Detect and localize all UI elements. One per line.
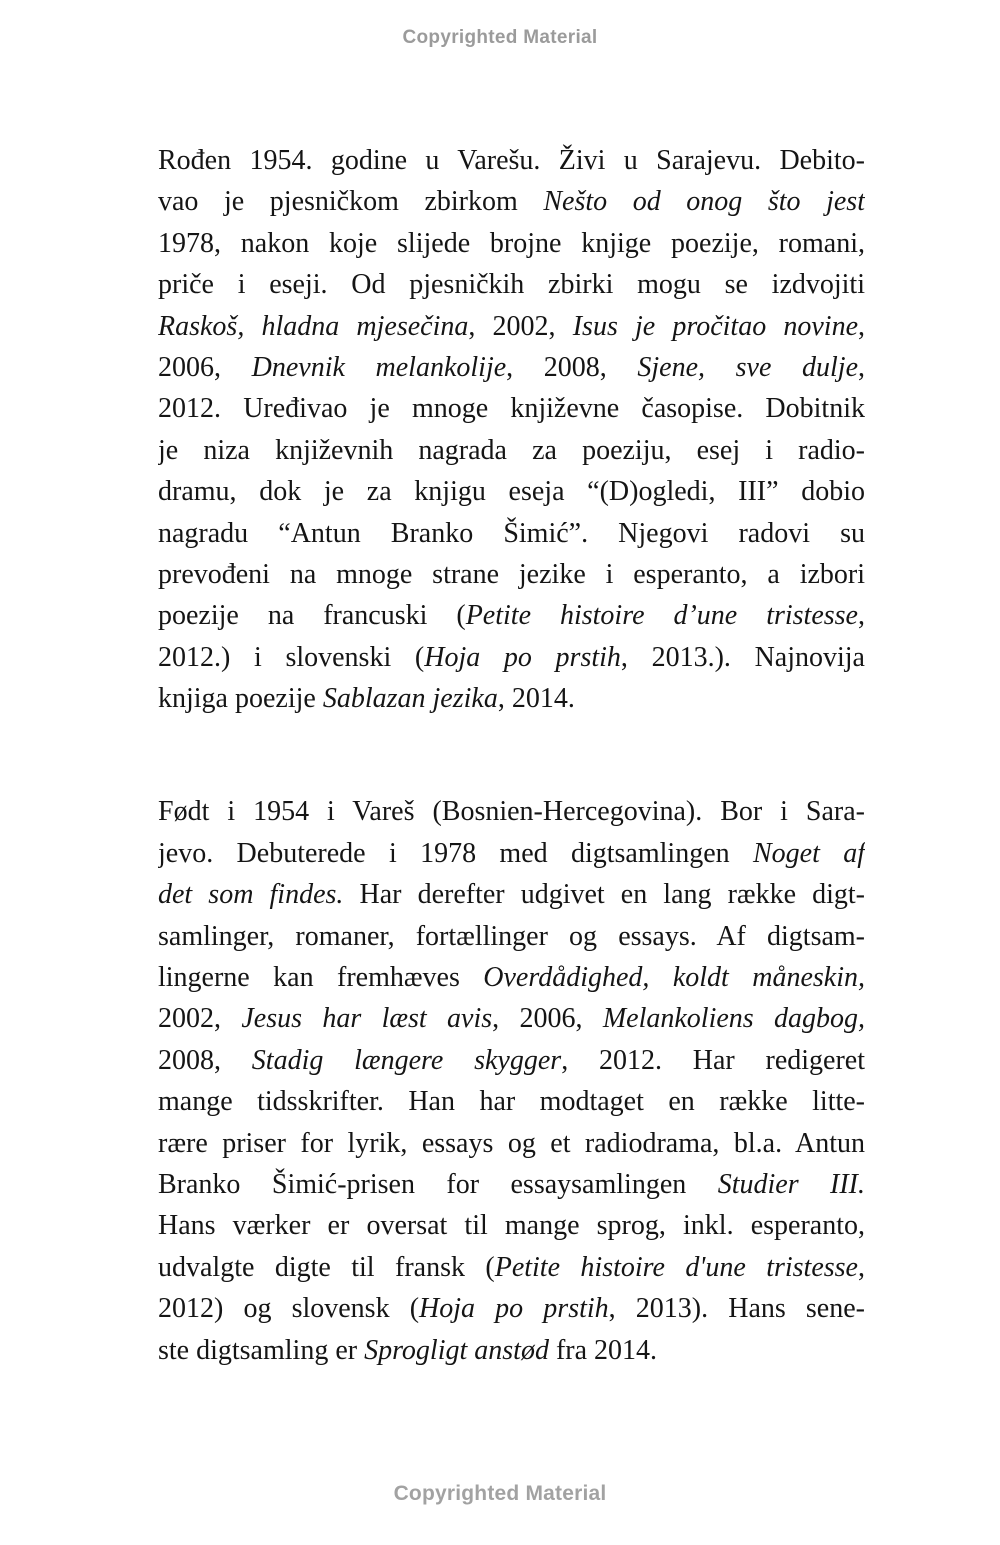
text-line	[158, 264, 865, 305]
text-segment: , 2014.	[497, 683, 575, 715]
bio-paragraph-bosnian	[158, 140, 865, 719]
bio-paragraph-danish	[158, 791, 865, 1370]
text-line	[158, 1081, 865, 1122]
text-segment: jevo. Debuterede i 1978 med digtsamlingen	[158, 837, 753, 869]
text-line	[158, 1205, 865, 1246]
text-segment: samlinger, romaner, fortællinger og essays. Af digtsam-	[158, 920, 865, 952]
text-line	[158, 1123, 865, 1164]
text-segment: poezije na francuski (	[158, 600, 466, 632]
text-line	[158, 471, 865, 512]
book-title-italic: Raskoš, hladna mjesečina	[158, 310, 469, 342]
text-segment: 1978, nakon koje slijede brojne knjige poezije, romani,	[158, 227, 865, 259]
book-title-italic: Sprogligt anstød	[364, 1334, 549, 1366]
text-line	[158, 513, 865, 554]
text-segment: ,	[857, 600, 865, 632]
text-segment: , 2006,	[492, 1003, 603, 1035]
text-segment: je niza književnih nagrada za poeziju, esej i radio-	[158, 434, 865, 466]
text-segment: , 2013). Hans sene-	[608, 1293, 865, 1325]
book-title-italic: Nešto od onog što jest	[543, 186, 865, 218]
book-title-italic: Studier III.	[717, 1168, 865, 1200]
text-segment: Har derefter udgivet en lang række digt-	[343, 879, 865, 911]
text-line	[158, 1040, 865, 1081]
book-title-italic: Sablazan jezika	[322, 683, 498, 715]
copyright-watermark-bottom: Copyrighted Material	[393, 1482, 607, 1505]
text-line	[158, 140, 865, 181]
text-segment: ste digtsamling er	[158, 1334, 365, 1366]
text-segment: dramu, dok je za knjigu eseja “(D)ogledi, III” dobio	[158, 476, 865, 508]
copyright-watermark-top: Copyrighted Material	[402, 27, 598, 48]
text-segment: 2002,	[158, 1003, 242, 1035]
text-line	[158, 430, 865, 471]
book-title-italic: Overdådighed, koldt måneskin,	[483, 962, 865, 994]
text-segment: rære priser for lyrik, essays og et radiodrama, bl.a. Antun	[158, 1127, 865, 1159]
text-segment: , 2002,	[468, 310, 573, 342]
text-line	[158, 791, 865, 832]
text-segment: ,	[858, 310, 865, 342]
text-segment: 2008,	[158, 1044, 252, 1076]
text-line	[158, 554, 865, 595]
text-segment: 2012.) i slovenski (	[158, 641, 425, 673]
text-line	[158, 223, 865, 264]
text-segment: mange tidsskrifter. Han har modtaget en række litte-	[158, 1086, 865, 1118]
text-line	[158, 1247, 865, 1288]
text-segment: 2006,	[158, 351, 252, 383]
text-line	[158, 388, 865, 429]
text-segment: nagradu “Antun Branko Šimić”. Njegovi radovi su	[158, 517, 865, 549]
text-line	[158, 306, 865, 347]
text-segment: , 2013.). Najnovija	[620, 641, 865, 673]
text-line	[158, 1164, 865, 1205]
text-line	[158, 998, 865, 1039]
text-line	[158, 1330, 865, 1371]
book-title-italic: Jesus har læst avis	[241, 1003, 493, 1035]
book-title-italic: Noget af	[752, 837, 865, 869]
text-line	[158, 637, 865, 678]
text-line	[158, 678, 865, 719]
book-title-italic: det som findes.	[158, 879, 344, 911]
text-segment: ,	[858, 1251, 865, 1283]
text-line	[158, 595, 865, 636]
text-segment: ,	[858, 351, 865, 383]
text-line	[158, 874, 865, 915]
text-segment: knjiga poezije	[158, 683, 323, 715]
book-title-italic: Melankoliens dagbog,	[602, 1003, 865, 1035]
text-segment: lingerne kan fremhæves	[158, 962, 484, 994]
book-title-italic: Sjene, sve dulje	[637, 351, 859, 383]
text-line	[158, 347, 865, 388]
book-title-italic: Hoja po prstih	[424, 641, 621, 673]
text-segment: vao je pjesničkom zbirkom	[158, 186, 544, 218]
book-title-italic: Dnevnik melankolije	[251, 351, 507, 383]
text-segment: Hans værker er oversat til mange sprog, inkl. esperanto,	[158, 1210, 865, 1242]
book-title-italic: Hoja po prstih	[419, 1293, 609, 1325]
text-line	[158, 181, 865, 222]
text-segment: prevođeni na mnoge strane jezike i esperanto, a izbori	[158, 558, 865, 590]
text-segment: fra 2014.	[548, 1334, 658, 1366]
book-title-italic: Petite histoire d’une tristesse	[465, 600, 858, 632]
text-segment: , 2012. Har redigeret	[561, 1044, 865, 1076]
text-segment: priče i eseji. Od pjesničkih zbirki mogu se izdvojiti	[158, 269, 865, 301]
book-title-italic: Isus je pročitao novine	[572, 310, 859, 342]
text-line	[158, 1288, 865, 1329]
text-segment: Rođen 1954. godine u Varešu. Živi u Sarajevu. Debito-	[158, 145, 865, 176]
text-line	[158, 916, 865, 957]
book-title-italic: Stadig længere skygger	[251, 1044, 562, 1076]
text-line	[158, 957, 865, 998]
author-bio-block	[158, 140, 865, 1371]
text-line	[158, 833, 865, 874]
book-title-italic: Petite histoire d'une tristesse	[494, 1251, 858, 1283]
text-segment: Branko Šimić-prisen for essaysamlingen	[158, 1168, 718, 1200]
text-segment: 2012) og slovensk (	[158, 1293, 420, 1325]
text-segment: Født i 1954 i Vareš (Bosnien-Hercegovina). Bor i Sara-	[158, 796, 865, 828]
text-segment: udvalgte digte til fransk (	[158, 1251, 495, 1283]
text-segment: , 2008,	[506, 351, 638, 383]
text-segment: 2012. Uređivao je mnoge književne časopise. Dobitnik	[158, 393, 865, 425]
